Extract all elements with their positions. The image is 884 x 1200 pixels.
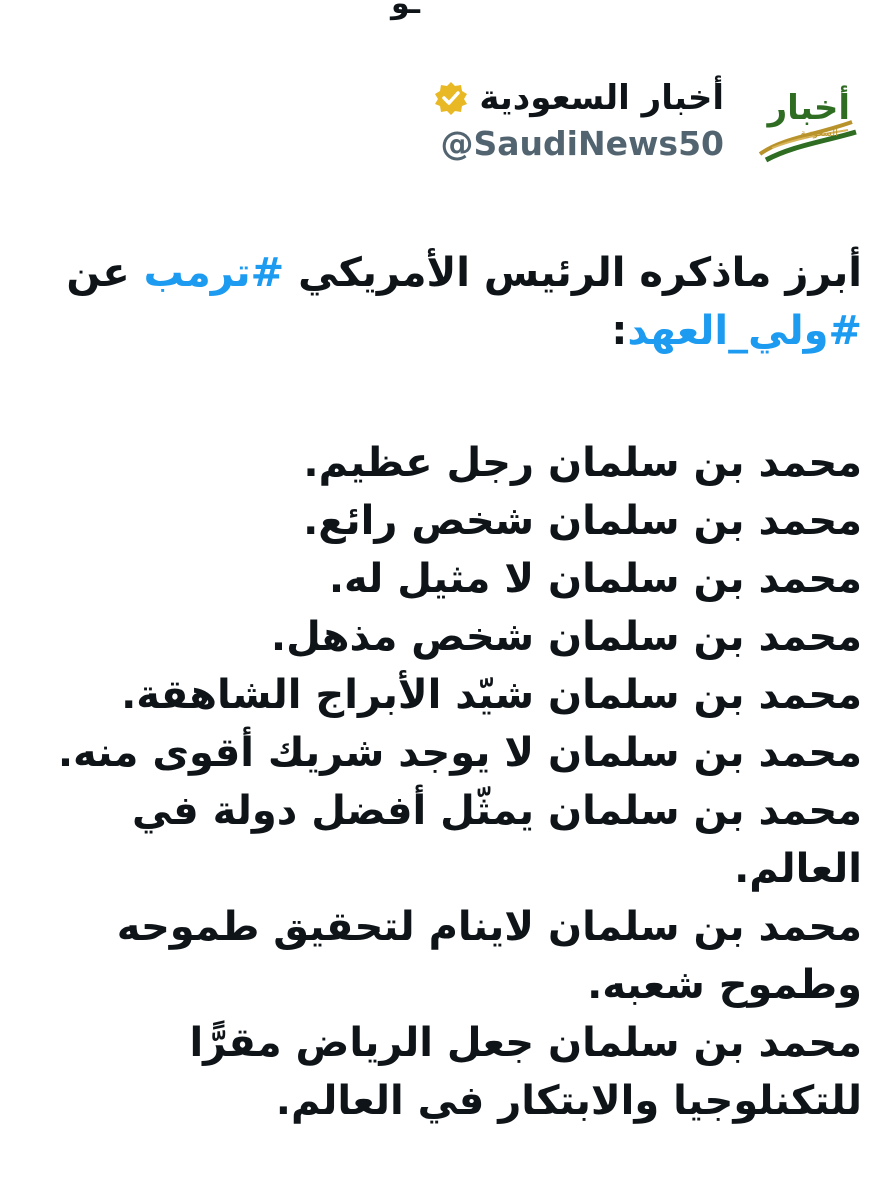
previous-content-fragment: ـو (390, 0, 420, 21)
tweet-line: محمد بن سلمان لا مثيل له. (328, 556, 862, 602)
avatar-logo-subtext: السعودية (800, 128, 838, 139)
paragraph-gap (18, 360, 862, 434)
tweet-line: محمد بن سلمان لاينام لتحقيق طموحه (116, 904, 862, 950)
display-name[interactable]: أخبار السعودية (479, 78, 724, 118)
tweet-line: محمد بن سلمان لا يوجد شريك أقوى منه. (57, 730, 862, 776)
hashtag-crown-prince-link[interactable]: #ولي_العهد (627, 308, 862, 354)
tweet-line: العالم. (734, 846, 862, 892)
tweet-line: محمد بن سلمان شخص رائع. (303, 498, 862, 544)
avatar-logo-text: أخبار (767, 88, 850, 128)
tweet-header (20, 76, 860, 172)
tweet-intro-line-1 (18, 244, 862, 302)
tweet-line: وطموح شعبه. (587, 962, 862, 1008)
avatar[interactable] (752, 76, 860, 172)
intro-colon: : (611, 308, 628, 354)
account-name-block[interactable] (433, 76, 724, 168)
tweet-line: محمد بن سلمان شخص مذهل. (270, 614, 862, 660)
tweet-line: محمد بن سلمان يمثّل أفضل دولة في (132, 788, 862, 834)
tweet-line: للتكنلوجيا والابتكار في العالم. (275, 1078, 862, 1124)
intro-text-about: عن (66, 250, 144, 296)
tweet-line: محمد بن سلمان جعل الرياض مقرًّا (189, 1020, 862, 1066)
tweet-intro-line-2 (18, 302, 862, 360)
tweet-text (18, 244, 862, 1130)
tweet-line: محمد بن سلمان رجل عظيم. (303, 440, 862, 486)
verified-badge-icon[interactable] (433, 80, 469, 116)
tweet-line: محمد بن سلمان شيّد الأبراج الشاهقة. (121, 672, 862, 718)
intro-text: أبرز ماذكره الرئيس الأمريكي (284, 250, 862, 296)
hashtag-trump-link[interactable]: #ترمب (143, 250, 285, 296)
account-handle[interactable]: @SaudiNews50 (440, 124, 724, 163)
